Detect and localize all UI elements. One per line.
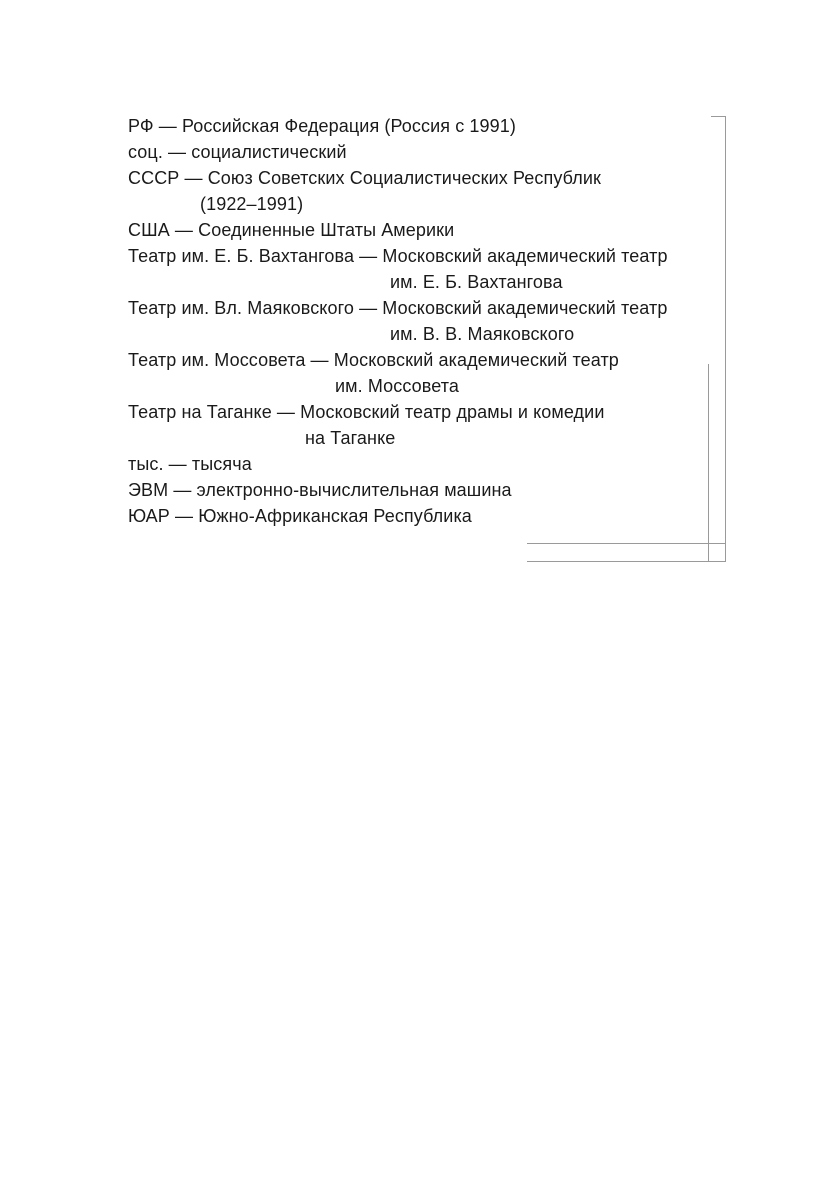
abbreviation-list — [128, 113, 728, 529]
abbreviation-continuation: им. В. В. Маяковского — [390, 324, 575, 344]
abbreviation-entry: тыс. — тысяча — [128, 454, 252, 474]
crop-mark-bottom-1 — [527, 543, 726, 544]
abbreviation-continuation: на Таганке — [305, 428, 396, 448]
abbreviation-entry: Театр на Таганке — Московский театр драмы и комедии — [128, 402, 605, 422]
abbreviation-entry: США — Соединенные Штаты Америки — [128, 220, 455, 240]
crop-mark-top — [711, 116, 726, 117]
crop-mark-right — [725, 116, 726, 562]
abbreviation-entry: Театр им. Моссовета — Московский академический театр — [128, 350, 619, 370]
abbreviation-entry: ЭВМ — электронно-вычислительная машина — [128, 480, 512, 500]
abbreviation-entry: соц. — социалистический — [128, 142, 347, 162]
crop-mark-inner — [708, 364, 709, 562]
crop-mark-bottom-2 — [527, 561, 726, 562]
abbreviation-entry: Театр им. Е. Б. Вахтангова — Московский академический театр — [128, 246, 668, 266]
abbreviation-entry: РФ — Российская Федерация (Россия с 1991) — [128, 116, 516, 136]
abbreviation-continuation: (1922–1991) — [200, 194, 304, 214]
abbreviation-entry: Театр им. Вл. Маяковского — Московский академический театр — [128, 298, 668, 318]
abbreviation-entry: СССР — Союз Советских Социалистических Республик — [128, 168, 601, 188]
abbreviation-entry: ЮАР — Южно-Африканская Республика — [128, 506, 472, 526]
abbreviation-continuation: им. Е. Б. Вахтангова — [390, 272, 563, 292]
abbreviation-continuation: им. Моссовета — [335, 376, 459, 396]
